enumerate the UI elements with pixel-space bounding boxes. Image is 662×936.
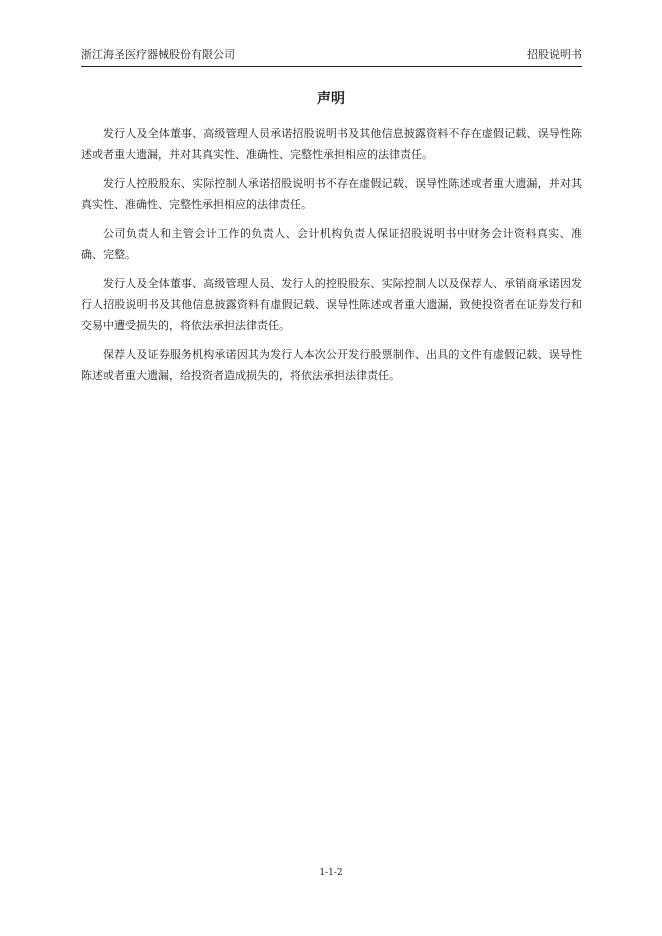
declaration-paragraph-5: 保荐人及证券服务机构承诺因其为发行人本次公开发行股票制作、出具的文件有虚假记载、误导性陈述或者重大遗漏，给投资者造成损失的，将依法承担法律责任。 — [81, 348, 582, 382]
declaration-paragraph-2: 发行人控股股东、实际控制人承诺招股说明书不存在虚假记载、误导性陈述或者重大遗漏，并对其真实性、准确性、完整性承担相应的法律责任。 — [81, 177, 582, 211]
declaration-paragraph-3: 公司负责人和主管会计工作的负责人、会计机构负责人保证招股说明书中财务会计资料真实、准确、完整。 — [81, 227, 582, 261]
header-document-type: 招股说明书 — [527, 48, 582, 61]
declaration-paragraph-1: 发行人及全体董事、高级管理人员承诺招股说明书及其他信息披露资料不存在虚假记载、误导性陈述或者重大遗漏，并对其真实性、准确性、完整性承担相应的法律责任。 — [81, 127, 582, 161]
page-number: 1-1-2 — [319, 868, 343, 878]
page-header — [81, 48, 582, 67]
page-title: 声明 — [317, 91, 345, 107]
declaration-paragraph-4: 发行人及全体董事、高级管理人员、发行人的控股股东、实际控制人以及保荐人、承销商承诺因发行人招股说明书及其他信息披露资料有虚假记载、误导性陈述或者重大遗漏，致使投资者在证券发行和交易中遭受损失的，将依法承担法律责任。 — [81, 277, 582, 332]
declaration-body — [81, 123, 582, 394]
header-company-name: 浙江海圣医疗器械股份有限公司 — [81, 48, 235, 61]
